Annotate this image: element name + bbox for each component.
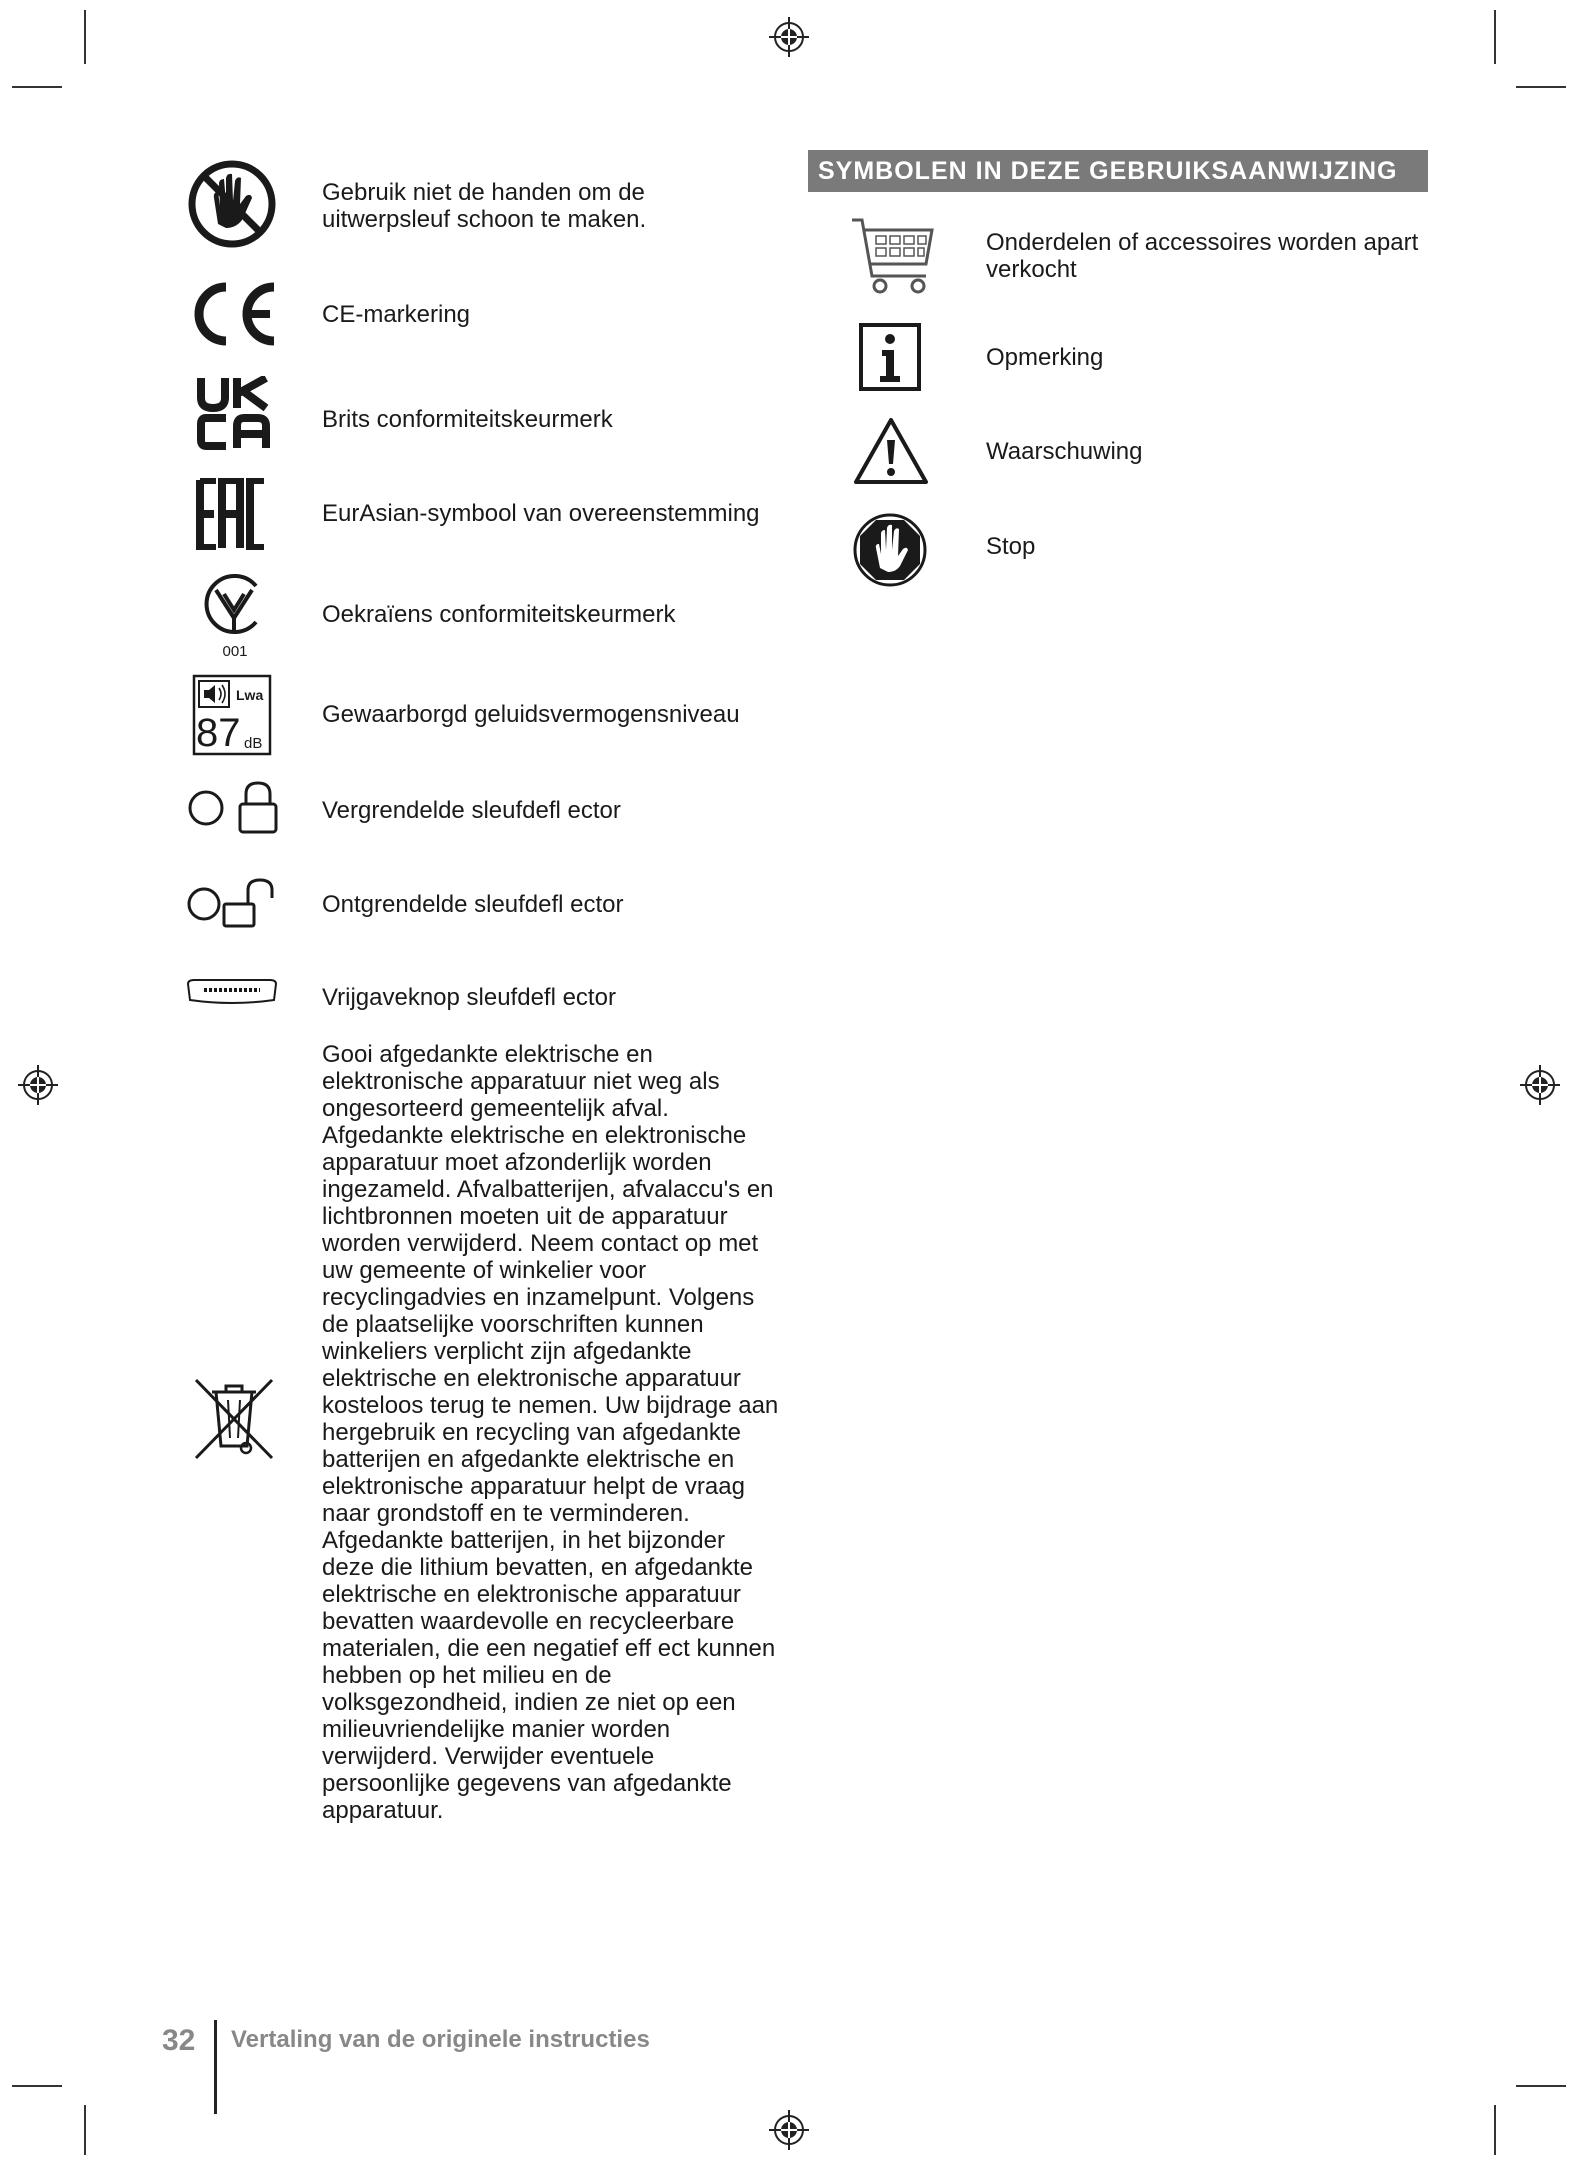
warning-text: Waarschuwing [986, 438, 1143, 465]
sound-level-text: Gewaarborgd geluidsvermogensniveau [322, 701, 740, 728]
release-button-icon [184, 976, 280, 1008]
ukca-mark-icon [196, 376, 272, 450]
ukraine-mark-icon [200, 570, 268, 660]
stop-text: Stop [986, 533, 1036, 560]
ce-mark-icon [184, 281, 280, 347]
crop-mark [1494, 2105, 1496, 2155]
ukraine-mark-text: Oekraïens conformiteitskeurmerk [322, 601, 676, 628]
sound-level-unit: dB [244, 735, 263, 752]
shopping-cart-icon [850, 214, 936, 296]
registration-mark-icon [16, 1063, 60, 1107]
crop-mark [84, 10, 86, 64]
crop-mark [1516, 86, 1566, 88]
weee-text: Gooi afgedankte elektrische en elektronische apparatuur niet weg als ongesorteerd gemeentelijk afval. Afgedankte elektrische en elektronische apparatuur moet afzonderlijk worden ingezameld. Afvalbatterijen, afvalaccu's en lichtbronnen moeten uit de apparatuur worden verwijderd. Neem contact op met uw gemeente of winkelier voor recyclingadvies en inzamelpunt. Volgens de plaatselijke voorschriften kunnen winkeliers verplicht zijn afgedankte elektrische en elektronische apparatuur kosteloos terug te nemen. Uw bijdrage aan hergebruik en recycling van afgedankte batterijen en afgedankte elektrische en elektronische apparatuur helpt de vraag naar grondstoff en te verminderen. Afgedankte batterijen, in het bijzonder deze die lithium bevatten, en afgedankte elektrische en elektronische apparatuur bevatten waardevolle en recycleerbare materialen, die een negatief eff ect kunnen hebben op het milieu en de volksgezondheid, indien ze niet op een milieuvriendelijke manier worden verwijderd. Verwijder eventuele persoonlijke gegevens van afgedankte apparatuur. [322, 1041, 779, 1824]
crop-mark [12, 2085, 62, 2087]
weee-bin-icon [192, 1376, 276, 1462]
eac-mark-icon [196, 478, 268, 550]
eac-mark-text: EurAsian-symbool van overeenstemming [322, 500, 760, 527]
info-text: Opmerking [986, 344, 1104, 371]
crop-mark [1516, 2085, 1566, 2087]
no-hands-text: Gebruik niet de handen om de uitwerpsleuf schoon te maken. [322, 179, 647, 233]
stop-hand-icon [852, 512, 928, 588]
registration-mark-icon [1518, 1063, 1562, 1107]
crop-mark [84, 2105, 86, 2155]
section-title: SYMBOLEN IN DEZE GEBRUIKSAANWIJZING [808, 150, 1428, 192]
unlocked-deflector-text: Ontgrendelde sleufdefl ector [322, 891, 624, 918]
footer-divider [214, 2020, 217, 2114]
cart-text: Onderdelen of accessoires worden apart verkocht [986, 229, 1419, 283]
registration-mark-icon [767, 2108, 811, 2152]
release-button-text: Vrijgaveknop sleufdefl ector [322, 984, 616, 1011]
ukca-mark-text: Brits conformiteitskeurmerk [322, 406, 613, 433]
ce-mark-text: CE-markering [322, 301, 471, 328]
registration-mark-icon [767, 15, 811, 59]
footer-text: Vertaling van de originele instructies [231, 2026, 650, 2053]
info-icon [858, 322, 922, 392]
crop-mark [12, 86, 62, 88]
unlocked-deflector-icon [186, 876, 280, 932]
warning-icon [852, 416, 930, 486]
ukraine-mark-label: 001 [222, 643, 248, 660]
no-hands-icon [188, 158, 276, 250]
sound-level-label: Lwa [236, 687, 264, 703]
sound-level-value: 87 [196, 711, 241, 755]
locked-deflector-icon [186, 780, 280, 836]
page-number: 32 [162, 2024, 196, 2057]
crop-mark [1494, 10, 1496, 64]
sound-level-icon [192, 674, 272, 756]
locked-deflector-text: Vergrendelde sleufdefl ector [322, 797, 621, 824]
